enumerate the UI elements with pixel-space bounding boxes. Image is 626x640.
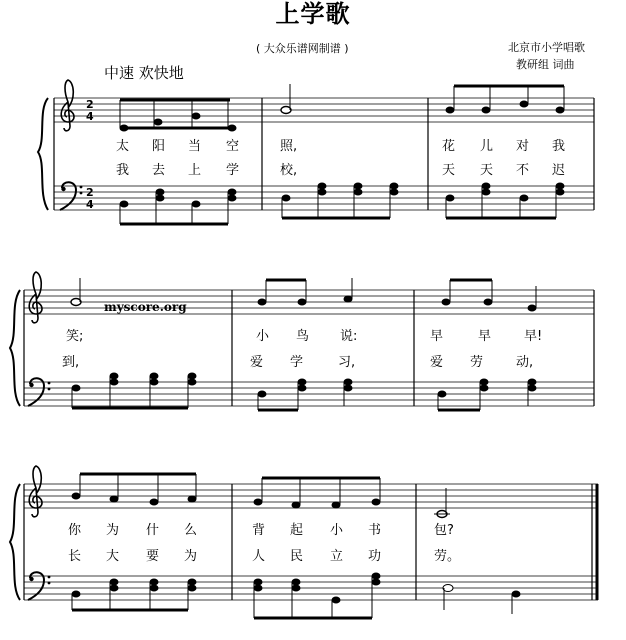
lyric: 立 xyxy=(330,549,344,564)
lyric: 到, xyxy=(62,355,80,370)
lyric: 长 xyxy=(68,549,82,564)
lyric: 上 xyxy=(188,163,202,178)
system-1 xyxy=(38,80,594,224)
lyric: 书 xyxy=(368,523,382,538)
system-3 xyxy=(10,466,598,618)
lyric: 爱 xyxy=(250,355,264,370)
lyric: 不 xyxy=(516,163,530,178)
time-sig-bottom-bass: 4 xyxy=(86,198,94,211)
lyric: 校, xyxy=(280,163,298,178)
tempo-marking: 中速 欢快地 xyxy=(104,64,184,82)
lyric: 说: xyxy=(340,329,358,344)
lyric: 劳。 xyxy=(434,549,461,564)
lyric: 爱 xyxy=(430,355,444,370)
lyric: 我 xyxy=(552,139,566,154)
lyric: 要 xyxy=(146,549,160,564)
lyric: 去 xyxy=(152,163,166,178)
lyric: 民 xyxy=(290,549,304,564)
brace xyxy=(10,484,20,600)
lyric: 对 xyxy=(516,139,530,154)
lyric: 为 xyxy=(184,549,198,564)
song-title: 上学歌 xyxy=(275,0,351,28)
lyric: 小 xyxy=(256,329,270,344)
lyric: 笑; xyxy=(66,329,84,344)
lyric: 阳 xyxy=(152,139,166,154)
watermark: myscore.org xyxy=(104,300,187,314)
lyric: 大 xyxy=(106,549,120,564)
lyric: 当 xyxy=(188,139,202,154)
time-sig-bottom: 4 xyxy=(86,110,94,123)
lyric: 迟 xyxy=(552,163,566,178)
lyric: 儿 xyxy=(480,139,494,154)
time-sig-top: 2 xyxy=(86,98,94,111)
system-2 xyxy=(10,272,594,410)
lyric: 早 xyxy=(478,329,492,344)
lyric: 为 xyxy=(106,523,120,538)
lyric: 起 xyxy=(290,523,304,538)
credit-line-1: 北京市小学唱歌 xyxy=(508,41,585,54)
lyric: 什 xyxy=(146,523,160,538)
lyric: 鸟 xyxy=(296,329,310,344)
lyric: 功 xyxy=(368,549,382,564)
lyric: 学 xyxy=(226,163,240,178)
lyric: 么 xyxy=(184,523,198,538)
lyric: 动, xyxy=(516,355,534,370)
lyric: 背 xyxy=(252,523,266,538)
lyric: 空 xyxy=(226,139,240,154)
lyric: 劳 xyxy=(470,355,484,370)
time-sig-top-bass: 2 xyxy=(86,186,94,199)
credit-line-2: 教研组 词曲 xyxy=(516,58,575,71)
lyric: 人 xyxy=(252,549,266,564)
lyric: 天 xyxy=(480,163,494,178)
source-note: ( 大众乐谱网制谱 ) xyxy=(256,42,349,55)
lyric: 天 xyxy=(442,163,456,178)
brace xyxy=(10,290,20,406)
lyric: 花 xyxy=(442,139,456,154)
lyric: 太 xyxy=(116,139,130,154)
lyric: 我 xyxy=(116,163,130,178)
lyric: 照, xyxy=(280,139,298,154)
lyric: 早! xyxy=(524,329,543,344)
lyric: 包? xyxy=(434,523,454,538)
lyric: 你 xyxy=(68,523,82,538)
lyric: 早 xyxy=(430,329,444,344)
lyric: 习, xyxy=(338,355,356,370)
lyric: 学 xyxy=(290,355,304,370)
lyric: 小 xyxy=(330,523,344,538)
brace xyxy=(38,98,48,210)
